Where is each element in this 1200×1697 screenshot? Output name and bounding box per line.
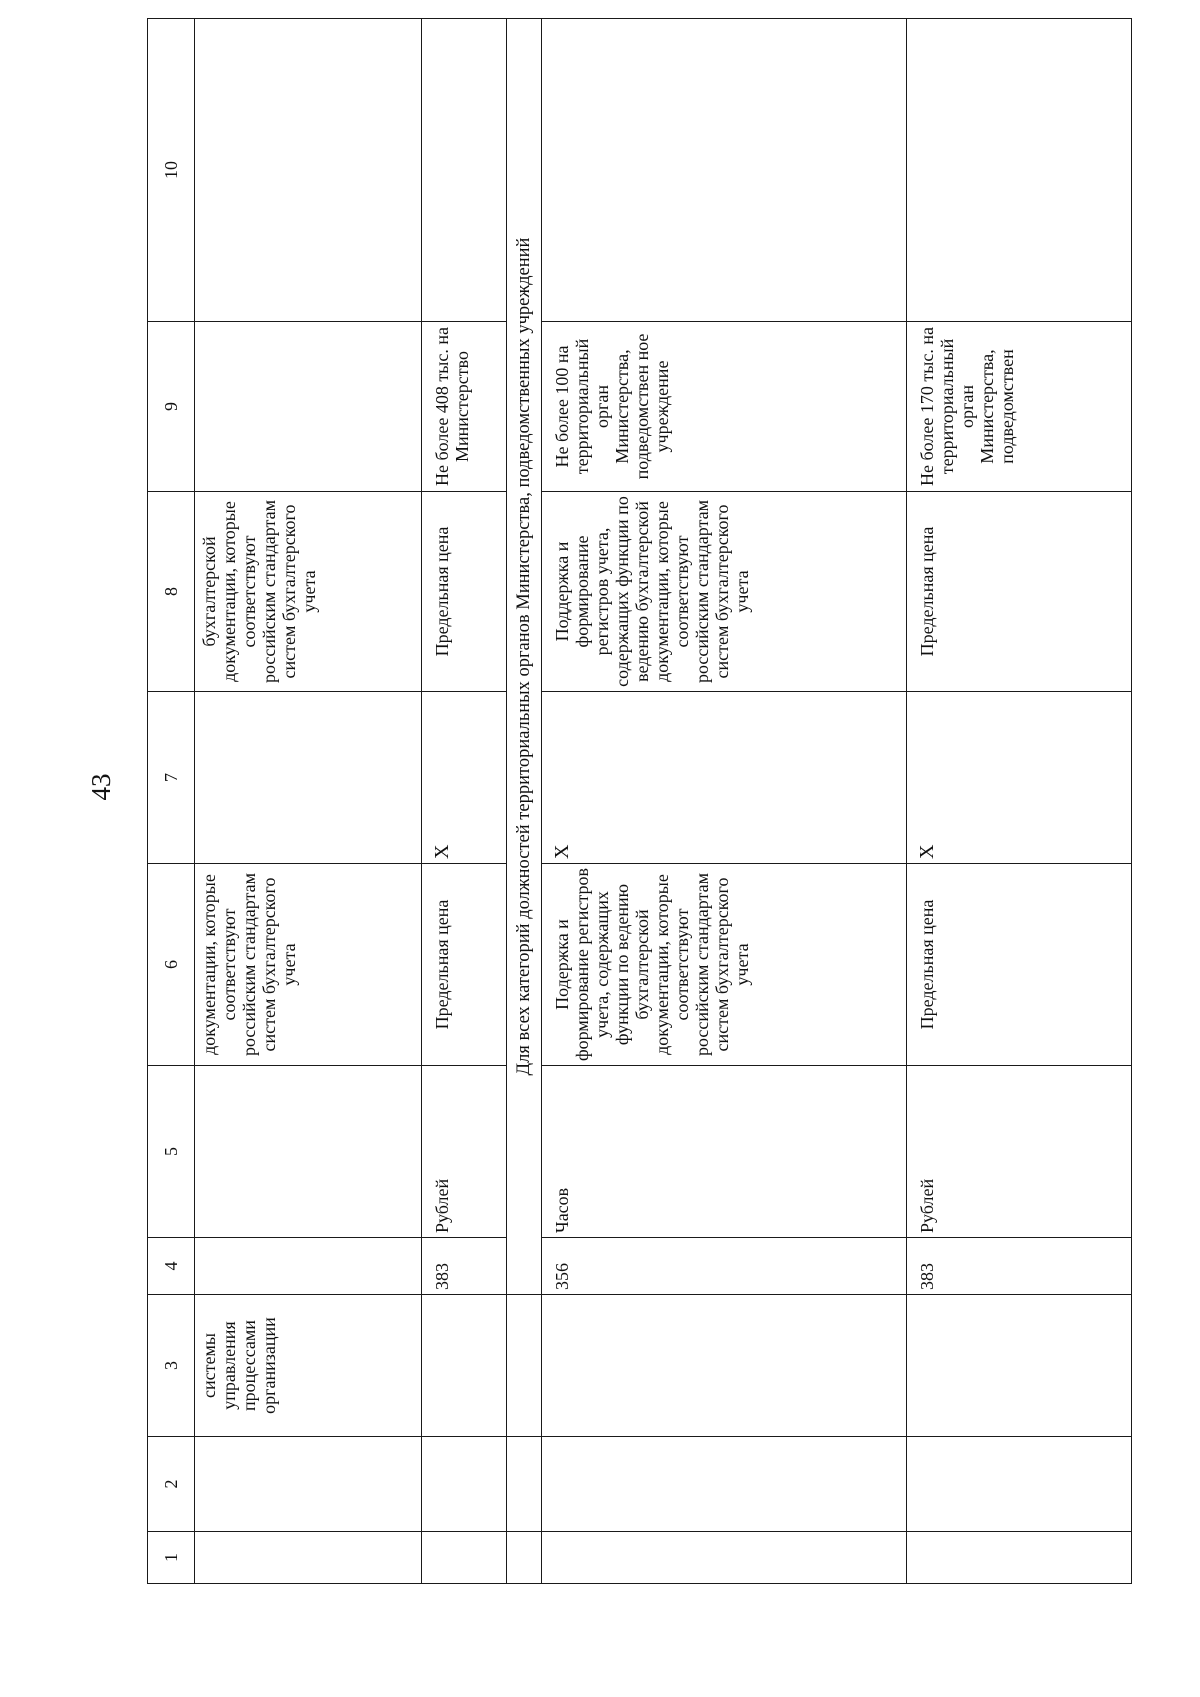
table-cell — [542, 1437, 907, 1532]
table-cell — [542, 1295, 907, 1437]
table-cell — [542, 1532, 907, 1584]
continuation-row — [195, 19, 422, 1584]
value-cell: X — [542, 692, 907, 864]
characteristic-cell: Поддержка и формирование регистров учета, содержащих функции по ведению бухгалтерской документации, которые соответствуют российским стандартам систем бухгалтерского учета — [542, 492, 907, 692]
table-row — [542, 19, 907, 1584]
table-cell — [195, 322, 422, 492]
characteristic-cell: Предельная цена — [907, 864, 1132, 1066]
okei-code-cell: 356 — [542, 1238, 907, 1295]
table-cell — [422, 1532, 507, 1584]
col-header-10: 10 — [148, 19, 195, 322]
table-cell — [195, 1066, 422, 1238]
section-row — [507, 19, 542, 1584]
column-number-row — [148, 19, 195, 1584]
table-cell — [195, 692, 422, 864]
value-cell: Не более 100 на территориальный орган Министерства, подведомствен ное учреждение — [542, 322, 907, 492]
value-cell: X — [907, 692, 1132, 864]
characteristic-cell: Предельная цена — [907, 492, 1132, 692]
unit-cell: Рублей — [422, 1066, 507, 1238]
characteristic-cell: Подержка и формирование регистров учета, содержащих функции по ведению бухгалтерской документации, которые соответствуют российским стандартам систем бухгалтерского учета — [542, 864, 907, 1066]
characteristic-cell: документации, которые соответствуют российским стандартам систем бухгалтерского учета — [195, 864, 422, 1066]
table-cell — [907, 19, 1132, 322]
page-number: 43 — [86, 773, 116, 801]
col-header-2: 2 — [148, 1437, 195, 1532]
col-header-8: 8 — [148, 492, 195, 692]
col-header-1: 1 — [148, 1532, 195, 1584]
table-cell — [907, 1295, 1132, 1437]
table-cell — [195, 1437, 422, 1532]
table-cell — [507, 1437, 542, 1532]
col-header-3: 3 — [148, 1295, 195, 1437]
value-cell: Не более 170 тыс. на территориальный орган Министерства, подведомствен — [907, 322, 1132, 492]
okei-code-cell: 383 — [907, 1238, 1132, 1295]
table-cell — [507, 1532, 542, 1584]
system-description-cell: системы управления процессами организации — [195, 1295, 422, 1437]
table-cell — [907, 1437, 1132, 1532]
unit-cell: Рублей — [907, 1066, 1132, 1238]
table-cell — [422, 19, 507, 322]
value-cell: X — [422, 692, 507, 864]
table-row — [422, 19, 507, 1584]
table-cell — [195, 1532, 422, 1584]
col-header-4: 4 — [148, 1238, 195, 1295]
table-cell — [422, 1295, 507, 1437]
col-header-5: 5 — [148, 1066, 195, 1238]
table-row — [907, 19, 1132, 1584]
table-cell — [507, 1295, 542, 1437]
okei-code-cell: 383 — [422, 1238, 507, 1295]
characteristic-cell: бухгалтерской документации, которые соответствуют российским стандартам систем бухгалтерского учета — [195, 492, 422, 692]
col-header-6: 6 — [148, 864, 195, 1066]
characteristic-cell: Предельная цена — [422, 492, 507, 692]
col-header-7: 7 — [148, 692, 195, 864]
value-cell: Не более 408 тыс. на Министерство — [422, 322, 507, 492]
table-cell — [422, 1437, 507, 1532]
table-cell — [195, 1238, 422, 1295]
table-cell — [542, 19, 907, 322]
col-header-9: 9 — [148, 322, 195, 492]
cost-norms-table — [147, 18, 1132, 1584]
section-title: Для всех категорий должностей территориальных органов Министерства, подведомственных учреждений — [507, 19, 542, 1295]
unit-cell: Часов — [542, 1066, 907, 1238]
characteristic-cell: Предельная цена — [422, 864, 507, 1066]
table-cell — [195, 19, 422, 322]
table-cell — [907, 1532, 1132, 1584]
